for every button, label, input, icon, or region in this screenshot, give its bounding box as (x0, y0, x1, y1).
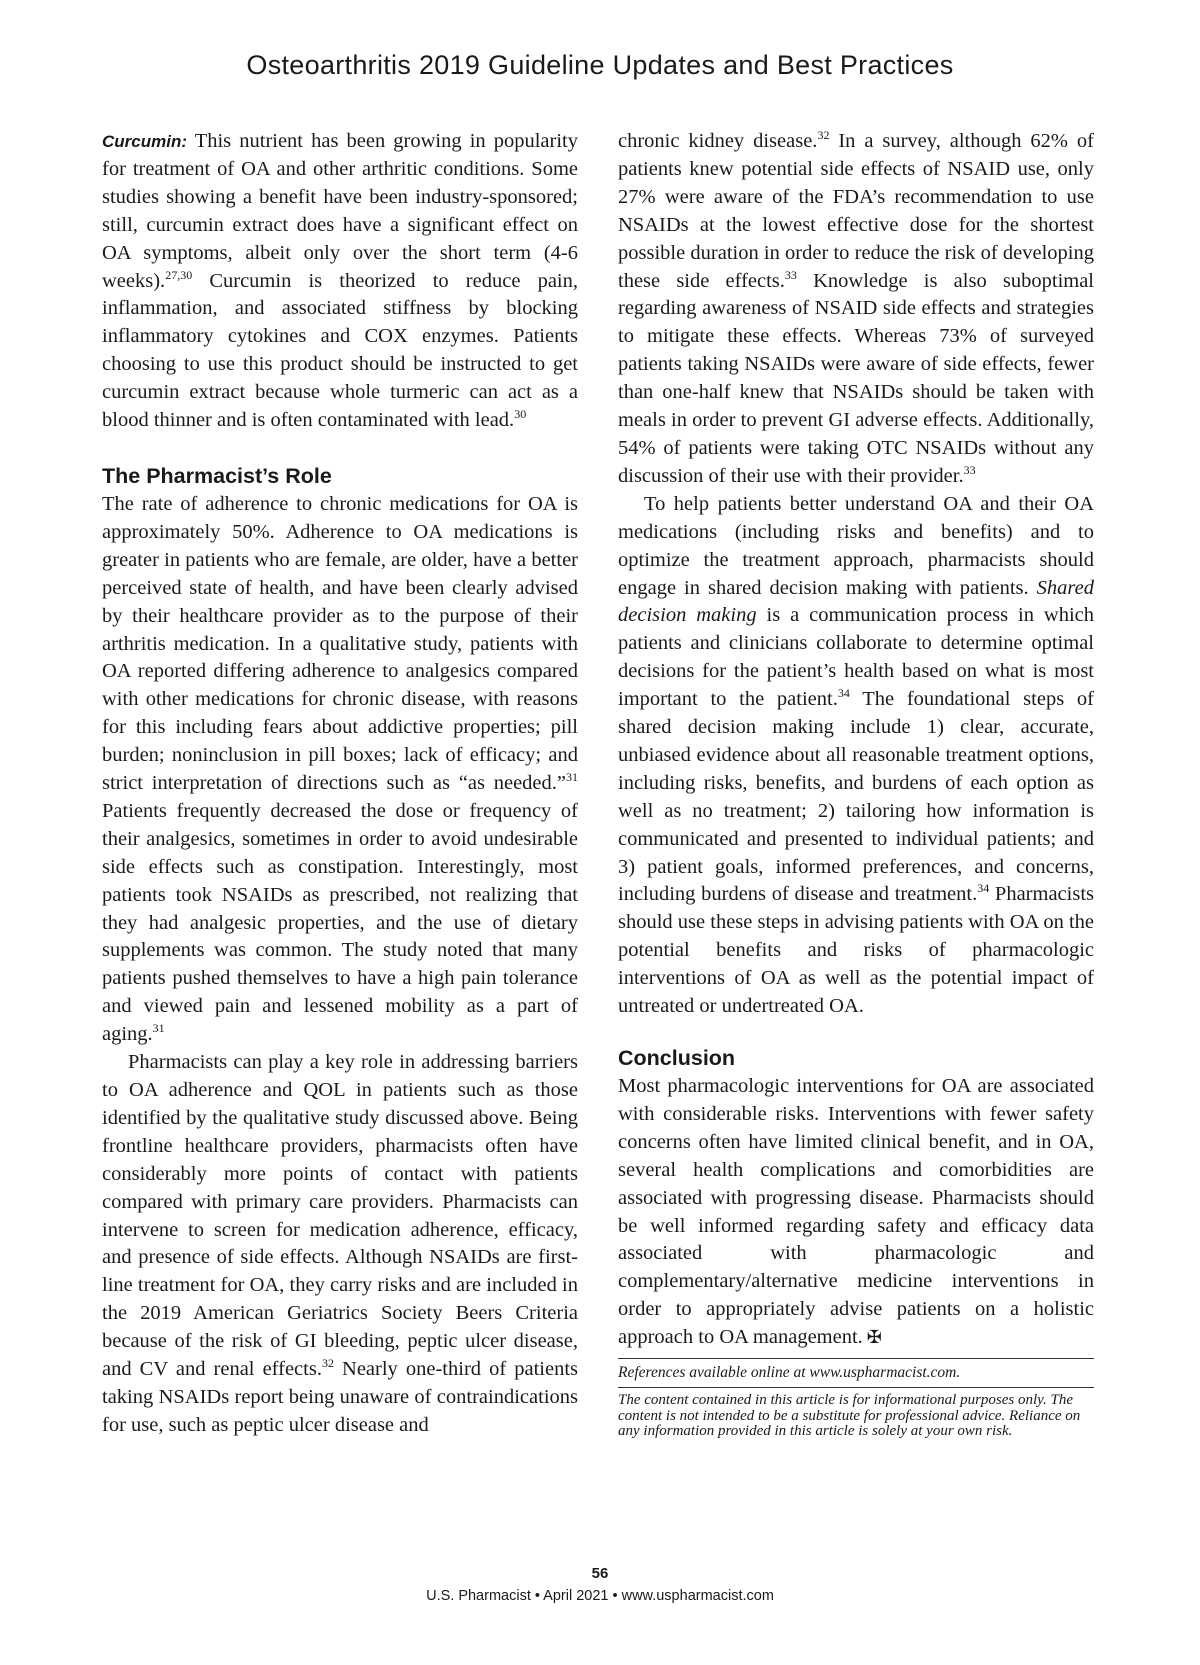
end-mark-icon: ✠ (866, 1327, 882, 1348)
curcumin-label: Curcumin: (102, 132, 187, 151)
sdm-term: Shared decision making (618, 576, 1094, 627)
page-number: 56 (591, 1565, 609, 1582)
citation: 33 (963, 462, 976, 477)
continued-text-a: chronic kidney disease. (618, 130, 818, 152)
curcumin-text-1: This nutrient has been growing in popularity for treatment of OA and other arthritic conditions. Some studies showing a benefit have been industry-sponsored; still, curcumin extract does have a significant effect on OA symptoms, albeit only over the short term (4-6 weeks). (102, 130, 578, 292)
continued-text-b: In a survey, although 62% of patients knew potential side effects of NSAID use, only 27% were aware of the FDA’s recommendation to use NSAIDs at the lowest effective dose for the shortest possible duration in order to reduce the risk of developing these side effects. (618, 130, 1094, 292)
sdm-text-d: Pharmacists should use these steps in advising patients with OA on the potential benefits and risks of pharmacologic interventions of OA as well as the potential impact of untreated or undertreated OA. (618, 883, 1095, 1018)
curcumin-text-2: Curcumin is theorized to reduce pain, inflammation, and associated stiffness by blocking inflammatory cytokines and COX enzymes. Patients choosing to use this product should be instructed to get curcumin extract because whole turmeric can act as a blood thinner and is often contaminated with lead. (102, 269, 578, 432)
footer-publication-line: U.S. Pharmacist • April 2021 • www.uspharmacist.com (426, 1588, 774, 1604)
role-paragraph-2 (102, 1049, 578, 1440)
shared-decision-paragraph (618, 491, 1094, 1021)
conclusion-text: Most pharmacologic interventions for OA are associated with considerable risks. Interventions with fewer safety concerns often have limited clinical benefit, and in OA, several health complications and comorbidities are associated with progressing disease. Pharmacists should be well informed regarding safety and efficacy data associated with pharmacologic and complementary/alternative medicine interventions in order to appropriately advise patients on a holistic approach to OA management. (618, 1075, 1094, 1349)
curcumin-paragraph (102, 128, 578, 435)
disclaimer: The content contained in this article is for informational purposes only. The content is not intended to be a substitute for professional advice. Reliance on any information provided in this article is solely at your own risk. (618, 1392, 1081, 1440)
role-text-1a: The rate of adherence to chronic medications for OA is approximately 50%. Adherence to OA medications is greater in patients who are female, are older, have a better perceived state of health, and have been clearly advised by their healthcare provider as to the purpose of their arthritis medication. In a qualitative study, patients with OA reported differing adherence to analgesics compared with other medications for chronic disease, with reasons for this including fears about addictive properties; pill burden; noninclusion in pill boxes; lack of efficacy; and strict interpretation of directions such as “as needed.” (102, 492, 578, 795)
citation: 31 (566, 770, 578, 785)
sdm-text-a: To help patients better understand OA and their OA medications (including risks and benefits) and to optimize the treatment approach, pharmacists should engage in shared decision making with patients. (618, 492, 1094, 599)
running-head: Osteoarthritis 2019 Guideline Updates and Best Practices (246, 50, 954, 80)
citation: 34 (977, 881, 990, 896)
citation: 30 (514, 407, 527, 422)
citation: 34 (837, 686, 850, 701)
section-heading-conclusion: Conclusion (618, 1046, 736, 1070)
citation: 33 (784, 267, 797, 282)
role-text-2b: Nearly one-third of patients taking NSAIDs report being unaware of contraindications for use, such as peptic ulcer disease and (102, 1358, 578, 1436)
role-paragraph-1 (102, 491, 578, 1049)
sdm-text-c: The foundational steps of shared decision making include 1) clear, accurate, unbiased evidence about all reasonable treatment options, including risks, benefits, and burdens of each option as well as no treatment; 2) tailoring how information is communicated and presented to individual patients; and 3) patient goals, informed preferences, and concerns, including burdens of disease and treatment. (618, 688, 1094, 906)
citation: 32 (321, 1356, 334, 1371)
role-text-2a: Pharmacists can play a key role in addressing barriers to OA adherence and QOL in patients such as those identified by the qualitative study discussed above. Being frontline healthcare providers, pharmacists often have considerably more points of contact with patients compared with primary care providers. Pharmacists can intervene to screen for medication adherence, efficacy, and presence of side effects. Although NSAIDs are first-line treatment for OA, they carry risks and are included in the 2019 American Geriatrics Society Beers Criteria because of the risk of GI bleeding, peptic ulcer disease, and CV and renal effects. (102, 1051, 578, 1381)
sdm-text-b: is a communication process in which patients and clinicians collaborate to determine optimal decisions for the patient’s health based on what is most important to the patient. (618, 604, 1095, 711)
conclusion-paragraph (618, 1073, 1094, 1352)
right-column (618, 128, 1094, 1440)
section-heading-pharmacist-role: The Pharmacist’s Role (102, 463, 332, 488)
continued-paragraph (618, 128, 1094, 491)
references-note: References available online at www.uspharmacist.com. (618, 1358, 1094, 1388)
left-column (102, 128, 578, 1440)
role-text-1b: Patients frequently decreased the dose or frequency of their analgesics, sometimes in order to avoid undesirable side effects such as constipation. Interestingly, most patients took NSAIDs as prescribed, not realizing that they had analgesic properties, and the use of dietary supplements was common. The study noted that many patients pushed themselves to have a high pain tolerance and viewed pain and lessened mobility as a part of aging. (102, 799, 578, 1046)
citation: 32 (817, 128, 830, 142)
citation: 27,30 (165, 267, 193, 282)
continued-text-c: Knowledge is also suboptimal regarding awareness of NSAID side effects and strategies to mitigate these effects. Whereas 73% of surveyed patients taking NSAIDs were aware of side effects, fewer than one-half knew that NSAIDs should be taken with meals in order to prevent GI adverse effects. Additionally, 54% of patients were taking OTC NSAIDs without any discussion of their use with their provider. (618, 269, 1094, 487)
citation: 31 (152, 1021, 165, 1036)
